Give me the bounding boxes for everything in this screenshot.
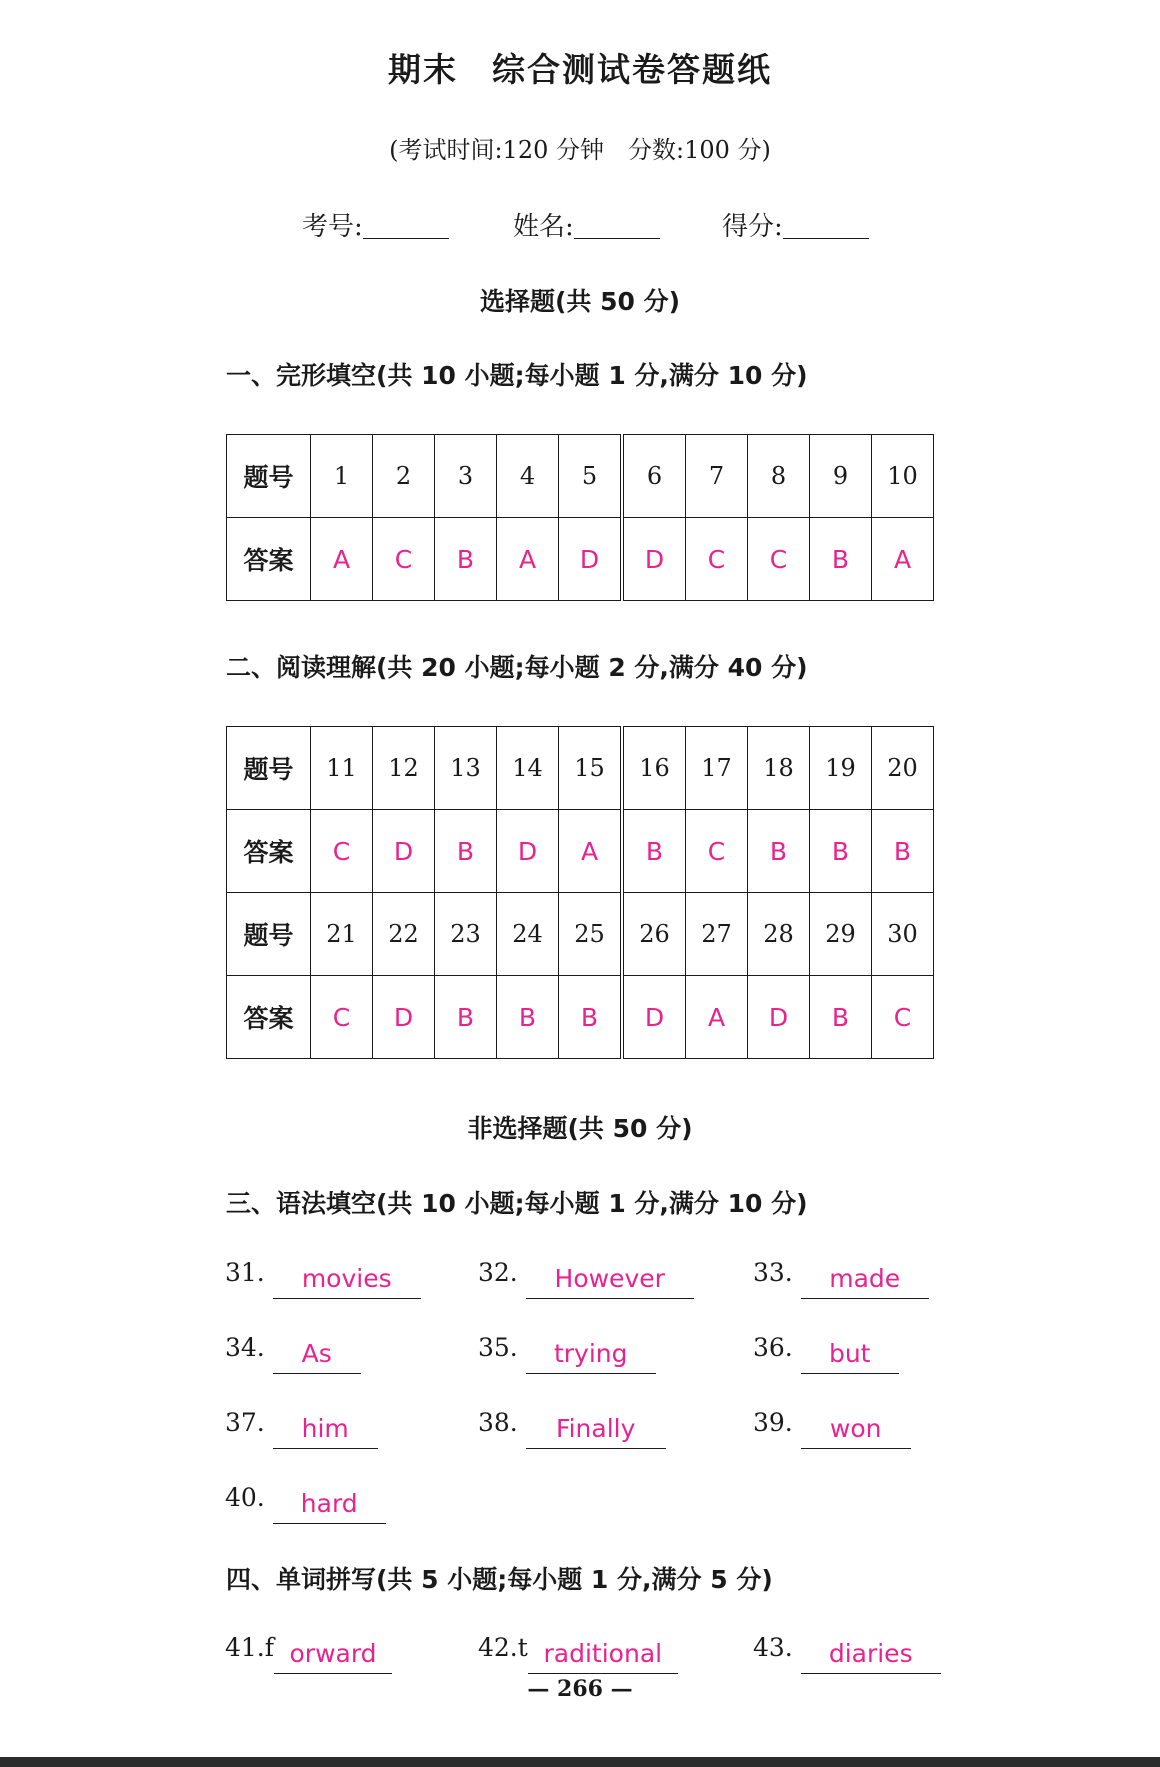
fill-blank-answer[interactable]: him — [273, 1414, 378, 1449]
nonchoice-section-title: 非选择题(共 50 分) — [467, 1114, 693, 1143]
fill-blank-item[interactable]: 32. However — [478, 1258, 694, 1299]
fill-blank-answer[interactable]: As — [273, 1339, 361, 1374]
answer-cell: D — [373, 810, 435, 893]
answer-cell: C — [748, 518, 810, 601]
row-label: 答案 — [227, 518, 311, 601]
answer-cell: B — [435, 518, 497, 601]
question-number: 16 — [622, 727, 686, 810]
part1-answer-table — [226, 434, 934, 601]
part3-title: 三、语法填空(共 10 小题;每小题 1 分,满分 10 分) — [226, 1189, 808, 1218]
fill-blank-item[interactable]: 35. trying — [478, 1333, 656, 1374]
answer-cell: C — [311, 810, 373, 893]
fill-blank-answer[interactable]: hard — [273, 1489, 386, 1524]
fill-blank-item[interactable]: 34. As — [225, 1333, 361, 1374]
question-number: 29 — [810, 893, 872, 976]
name-field[interactable] — [513, 206, 660, 243]
table-row — [227, 893, 934, 976]
answer-cell: C — [311, 976, 373, 1059]
answer-cell: C — [686, 810, 748, 893]
answer-cell: A — [497, 518, 559, 601]
fill-blank-answer[interactable]: However — [526, 1264, 694, 1299]
row-label: 答案 — [227, 976, 311, 1059]
answer-cell: B — [872, 810, 934, 893]
question-number: 7 — [686, 435, 748, 518]
answer-cell: C — [373, 518, 435, 601]
question-number: 23 — [435, 893, 497, 976]
answer-cell: D — [748, 976, 810, 1059]
answer-cell: D — [559, 518, 623, 601]
title-term: 期末 — [388, 50, 458, 89]
row-label: 答案 — [227, 810, 311, 893]
question-number: 27 — [686, 893, 748, 976]
name-blank[interactable] — [574, 212, 660, 239]
answer-cell: C — [686, 518, 748, 601]
exam-number-blank[interactable] — [363, 212, 449, 239]
fill-blank-item[interactable]: 39. won — [753, 1408, 911, 1449]
question-number: 10 — [872, 435, 934, 518]
answer-cell: B — [810, 518, 872, 601]
question-number: 22 — [373, 893, 435, 976]
answer-cell: B — [622, 810, 686, 893]
question-number: 6 — [622, 435, 686, 518]
answer-cell: B — [435, 976, 497, 1059]
row-label: 题号 — [227, 893, 311, 976]
fill-blank-item[interactable]: 40. hard — [225, 1483, 386, 1524]
question-number: 11 — [311, 727, 373, 810]
part1-title: 一、完形填空(共 10 小题;每小题 1 分,满分 10 分) — [226, 361, 808, 390]
table-row — [227, 727, 934, 810]
question-number: 3 — [435, 435, 497, 518]
question-number: 14 — [497, 727, 559, 810]
question-number: 19 — [810, 727, 872, 810]
question-number: 8 — [748, 435, 810, 518]
table-row — [227, 976, 934, 1059]
fill-blank-item[interactable]: 38. Finally — [478, 1408, 666, 1449]
fill-blank-answer[interactable]: won — [801, 1414, 911, 1449]
fill-blank-answer[interactable]: movies — [273, 1264, 421, 1299]
answer-cell: A — [559, 810, 623, 893]
answer-cell: B — [497, 976, 559, 1059]
fill-blank-answer[interactable]: but — [801, 1339, 899, 1374]
row-label: 题号 — [227, 727, 311, 810]
question-number: 25 — [559, 893, 623, 976]
fill-blank-answer[interactable]: Finally — [526, 1414, 666, 1449]
question-number: 28 — [748, 893, 810, 976]
choice-section-title: 选择题(共 50 分) — [479, 287, 681, 316]
title-main: 综合测试卷答题纸 — [492, 50, 772, 89]
page-number: — 266 — — [527, 1676, 633, 1702]
answer-cell: D — [622, 976, 686, 1059]
spelling-answer[interactable]: raditional — [528, 1639, 678, 1674]
question-number: 30 — [872, 893, 934, 976]
answer-cell: B — [748, 810, 810, 893]
answer-cell: D — [497, 810, 559, 893]
fill-blank-answer[interactable]: trying — [526, 1339, 656, 1374]
fill-blank-item[interactable]: 37. him — [225, 1408, 378, 1449]
question-number: 9 — [810, 435, 872, 518]
exam-info: (考试时间:120 分钟 分数:100 分) — [389, 136, 771, 164]
question-number: 12 — [373, 727, 435, 810]
part4-title: 四、单词拼写(共 5 小题;每小题 1 分,满分 5 分) — [226, 1565, 773, 1594]
exam-number-label: 考号: — [302, 212, 363, 242]
table-row — [227, 435, 934, 518]
spelling-item[interactable]: 42.t raditional — [478, 1633, 678, 1674]
answer-cell: B — [435, 810, 497, 893]
question-number: 17 — [686, 727, 748, 810]
question-number: 5 — [559, 435, 623, 518]
fill-blank-item[interactable]: 33. made — [753, 1258, 929, 1299]
question-number: 13 — [435, 727, 497, 810]
spelling-answer[interactable]: orward — [274, 1639, 392, 1674]
fill-blank-answer[interactable]: made — [801, 1264, 929, 1299]
score-blank[interactable] — [783, 212, 869, 239]
table-row — [227, 810, 934, 893]
name-label: 姓名: — [513, 212, 574, 242]
question-number: 26 — [622, 893, 686, 976]
question-number: 15 — [559, 727, 623, 810]
question-number: 21 — [311, 893, 373, 976]
answer-cell: B — [810, 976, 872, 1059]
bottom-bar — [0, 1757, 1160, 1767]
part2-title: 二、阅读理解(共 20 小题;每小题 2 分,满分 40 分) — [226, 653, 808, 682]
exam-number-field[interactable] — [302, 206, 449, 243]
score-field[interactable] — [722, 206, 869, 243]
question-number: 20 — [872, 727, 934, 810]
question-number: 2 — [373, 435, 435, 518]
table-row — [227, 518, 934, 601]
question-number: 1 — [311, 435, 373, 518]
fill-blank-item[interactable]: 31. movies — [225, 1258, 421, 1299]
answer-cell: D — [622, 518, 686, 601]
answer-cell: A — [872, 518, 934, 601]
question-number: 4 — [497, 435, 559, 518]
question-number: 18 — [748, 727, 810, 810]
part2-answer-table — [226, 726, 934, 1059]
spelling-item[interactable]: 43. diaries — [753, 1633, 941, 1674]
row-label: 题号 — [227, 435, 311, 518]
score-label: 得分: — [722, 212, 783, 242]
spelling-answer[interactable]: diaries — [801, 1639, 941, 1674]
fill-blank-item[interactable]: 36. but — [753, 1333, 899, 1374]
answer-cell: A — [686, 976, 748, 1059]
answer-cell: A — [311, 518, 373, 601]
page-title — [0, 44, 1160, 91]
question-number: 24 — [497, 893, 559, 976]
spelling-item[interactable]: 41.f orward — [225, 1633, 392, 1674]
answer-cell: B — [810, 810, 872, 893]
answer-cell: D — [373, 976, 435, 1059]
answer-cell: B — [559, 976, 623, 1059]
answer-cell: C — [872, 976, 934, 1059]
